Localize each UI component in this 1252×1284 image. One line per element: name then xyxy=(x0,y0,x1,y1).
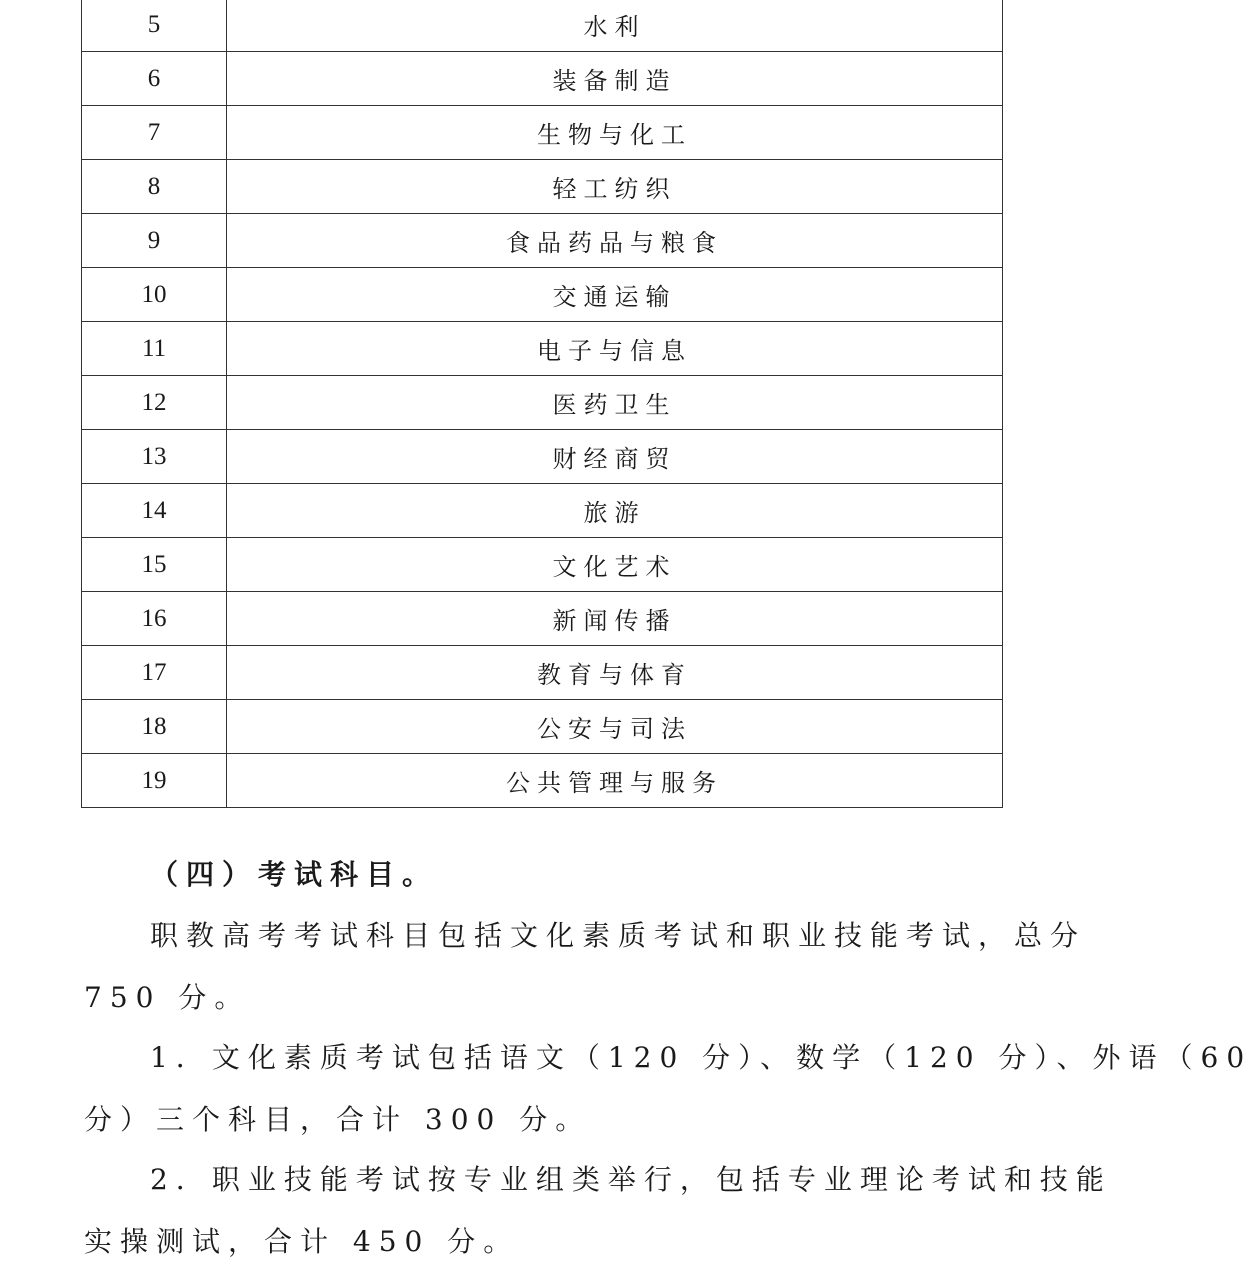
paragraph-1-line-1: 职教高考考试科目包括文化素质考试和职业技能考试，总分 xyxy=(150,919,1087,952)
table-row xyxy=(82,484,1003,538)
table-row xyxy=(82,0,1003,52)
table-row xyxy=(82,430,1003,484)
major-category-name: 公共管理与服务 xyxy=(227,754,1003,808)
section-heading: （四）考试科目。 xyxy=(150,858,439,891)
row-number: 6 xyxy=(82,52,227,106)
row-number: 19 xyxy=(82,754,227,808)
table-row xyxy=(82,538,1003,592)
table-row xyxy=(82,106,1003,160)
paragraph-3-line-2: 实操测试，合计 450 分。 xyxy=(84,1225,520,1258)
major-category-name: 旅游 xyxy=(227,484,1003,538)
table-row xyxy=(82,160,1003,214)
major-category-table xyxy=(81,0,1003,808)
table-row xyxy=(82,322,1003,376)
row-number: 17 xyxy=(82,646,227,700)
row-number: 18 xyxy=(82,700,227,754)
paragraph-3-line-1: 2．职业技能考试按专业组类举行，包括专业理论考试和技能 xyxy=(150,1163,1112,1196)
major-category-name: 电子与信息 xyxy=(227,322,1003,376)
major-category-name: 生物与化工 xyxy=(227,106,1003,160)
paragraph-1-line-2: 750 分。 xyxy=(84,981,251,1014)
table-row xyxy=(82,268,1003,322)
paragraph-2-line-1: 1．文化素质考试包括语文（120 分）、数学（120 分）、外语（60 xyxy=(150,1041,1252,1074)
row-number: 14 xyxy=(82,484,227,538)
major-category-name: 食品药品与粮食 xyxy=(227,214,1003,268)
major-category-name: 水利 xyxy=(227,0,1003,52)
table-row xyxy=(82,376,1003,430)
major-category-name: 医药卫生 xyxy=(227,376,1003,430)
row-number: 16 xyxy=(82,592,227,646)
table-body xyxy=(82,0,1003,808)
table-row xyxy=(82,52,1003,106)
row-number: 12 xyxy=(82,376,227,430)
row-number: 5 xyxy=(82,0,227,52)
paragraph-2-line-2: 分）三个科目，合计 300 分。 xyxy=(84,1103,592,1136)
table-row xyxy=(82,592,1003,646)
row-number: 13 xyxy=(82,430,227,484)
major-category-name: 新闻传播 xyxy=(227,592,1003,646)
table-row xyxy=(82,754,1003,808)
row-number: 8 xyxy=(82,160,227,214)
major-category-name: 教育与体育 xyxy=(227,646,1003,700)
table-row xyxy=(82,646,1003,700)
major-category-name: 轻工纺织 xyxy=(227,160,1003,214)
major-category-name: 财经商贸 xyxy=(227,430,1003,484)
major-category-name: 装备制造 xyxy=(227,52,1003,106)
row-number: 11 xyxy=(82,322,227,376)
row-number: 15 xyxy=(82,538,227,592)
row-number: 9 xyxy=(82,214,227,268)
major-category-name: 公安与司法 xyxy=(227,700,1003,754)
row-number: 7 xyxy=(82,106,227,160)
table-row xyxy=(82,700,1003,754)
row-number: 10 xyxy=(82,268,227,322)
table-row xyxy=(82,214,1003,268)
major-category-name: 交通运输 xyxy=(227,268,1003,322)
major-category-name: 文化艺术 xyxy=(227,538,1003,592)
